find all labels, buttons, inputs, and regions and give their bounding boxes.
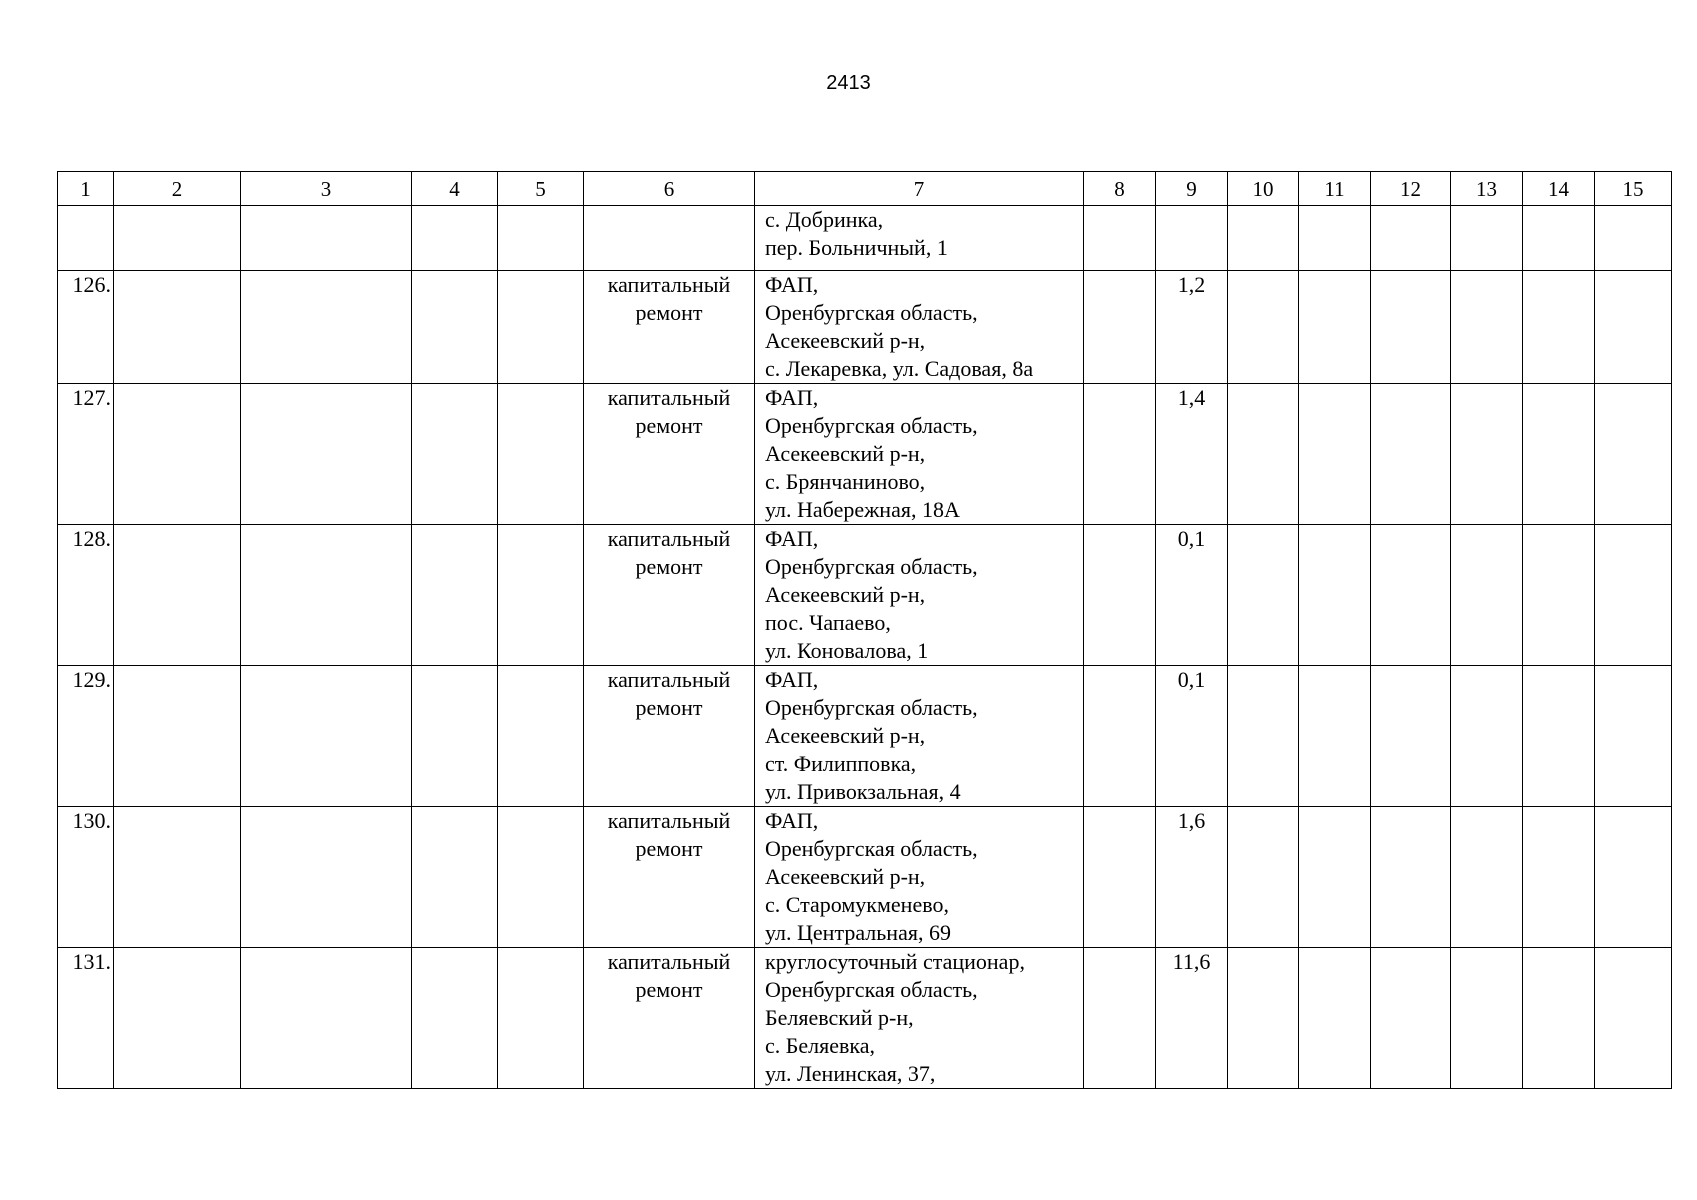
- empty-cell: [1299, 948, 1371, 1089]
- table-row: [58, 525, 1672, 666]
- empty-cell: [1371, 525, 1451, 666]
- empty-cell: [1523, 807, 1595, 948]
- column-header: 13: [1451, 172, 1523, 206]
- empty-cell: [498, 525, 584, 666]
- empty-cell: [1523, 271, 1595, 384]
- empty-cell: [1371, 206, 1451, 271]
- empty-cell: [1523, 666, 1595, 807]
- empty-cell: [114, 206, 241, 271]
- value-cell: 1,4: [1156, 384, 1228, 525]
- data-table: [57, 171, 1672, 1089]
- empty-cell: [1595, 948, 1672, 1089]
- column-header: 9: [1156, 172, 1228, 206]
- object-address-cell: круглосуточный стационар, Оренбургская область, Беляевский р-н, с. Беляевка, ул. Ленинская, 37,: [755, 948, 1084, 1089]
- row-number-cell: 130.: [58, 807, 114, 948]
- empty-cell: [114, 525, 241, 666]
- column-header: 1: [58, 172, 114, 206]
- page-number: 2413: [826, 72, 871, 94]
- work-type-cell: капитальный ремонт: [584, 807, 755, 948]
- empty-cell: [1371, 807, 1451, 948]
- work-type-cell: капитальный ремонт: [584, 525, 755, 666]
- header-row: [58, 172, 1672, 206]
- empty-cell: [114, 666, 241, 807]
- row-number-cell: 128.: [58, 525, 114, 666]
- column-header: 14: [1523, 172, 1595, 206]
- empty-cell: [1371, 384, 1451, 525]
- column-header: 12: [1371, 172, 1451, 206]
- empty-cell: [241, 948, 412, 1089]
- empty-cell: [1299, 271, 1371, 384]
- empty-cell: [1084, 525, 1156, 666]
- empty-cell: [412, 384, 498, 525]
- empty-cell: [1299, 206, 1371, 271]
- row-number-cell: 127.: [58, 384, 114, 525]
- empty-cell: [1523, 384, 1595, 525]
- table-row: [58, 666, 1672, 807]
- table-body: [58, 172, 1672, 1089]
- empty-cell: [1228, 807, 1299, 948]
- empty-cell: [1451, 206, 1523, 271]
- empty-cell: [412, 807, 498, 948]
- empty-cell: [1451, 948, 1523, 1089]
- column-header: 2: [114, 172, 241, 206]
- work-type-cell: капитальный ремонт: [584, 948, 755, 1089]
- object-address-cell: ФАП, Оренбургская область, Асекеевский р-н, ст. Филипповка, ул. Привокзальная, 4: [755, 666, 1084, 807]
- work-type-cell: капитальный ремонт: [584, 666, 755, 807]
- empty-cell: [1371, 271, 1451, 384]
- empty-cell: [241, 666, 412, 807]
- empty-cell: [1299, 807, 1371, 948]
- column-header: 11: [1299, 172, 1371, 206]
- row-number-cell: 126.: [58, 271, 114, 384]
- table-row: [58, 206, 1672, 271]
- empty-cell: [1228, 384, 1299, 525]
- empty-cell: [1228, 666, 1299, 807]
- empty-cell: [241, 525, 412, 666]
- column-header: 15: [1595, 172, 1672, 206]
- value-cell: 11,6: [1156, 948, 1228, 1089]
- empty-cell: [498, 206, 584, 271]
- row-number-cell: 131.: [58, 948, 114, 1089]
- table-row: [58, 948, 1672, 1089]
- empty-cell: [1451, 384, 1523, 525]
- table-row: [58, 271, 1672, 384]
- empty-cell: [1228, 206, 1299, 271]
- empty-cell: [1523, 525, 1595, 666]
- empty-cell: [412, 271, 498, 384]
- work-type-cell: [584, 206, 755, 271]
- empty-cell: [498, 384, 584, 525]
- object-address-cell: ФАП, Оренбургская область, Асекеевский р-н, с. Старомукменево, ул. Центральная, 69: [755, 807, 1084, 948]
- column-header: 8: [1084, 172, 1156, 206]
- empty-cell: [1228, 948, 1299, 1089]
- empty-cell: [1299, 666, 1371, 807]
- column-header: 6: [584, 172, 755, 206]
- table-row: [58, 384, 1672, 525]
- empty-cell: [498, 666, 584, 807]
- value-cell: 1,2: [1156, 271, 1228, 384]
- column-header: 7: [755, 172, 1084, 206]
- empty-cell: [241, 206, 412, 271]
- empty-cell: [1084, 384, 1156, 525]
- empty-cell: [1595, 384, 1672, 525]
- empty-cell: [1523, 948, 1595, 1089]
- empty-cell: [1084, 807, 1156, 948]
- empty-cell: [1371, 666, 1451, 807]
- empty-cell: [241, 384, 412, 525]
- column-header: 3: [241, 172, 412, 206]
- empty-cell: [1228, 525, 1299, 666]
- empty-cell: [1451, 666, 1523, 807]
- empty-cell: [412, 666, 498, 807]
- empty-cell: [241, 807, 412, 948]
- empty-cell: [1228, 271, 1299, 384]
- empty-cell: [1451, 271, 1523, 384]
- empty-cell: [498, 271, 584, 384]
- empty-cell: [1595, 271, 1672, 384]
- object-address-cell: с. Добринка, пер. Больничный, 1: [755, 206, 1084, 271]
- empty-cell: [1451, 525, 1523, 666]
- empty-cell: [1451, 807, 1523, 948]
- empty-cell: [498, 948, 584, 1089]
- empty-cell: [1084, 666, 1156, 807]
- empty-cell: [114, 384, 241, 525]
- column-header: 10: [1228, 172, 1299, 206]
- empty-cell: [1595, 666, 1672, 807]
- empty-cell: [1371, 948, 1451, 1089]
- empty-cell: [412, 525, 498, 666]
- table-row: [58, 807, 1672, 948]
- column-header: 5: [498, 172, 584, 206]
- empty-cell: [114, 948, 241, 1089]
- value-cell: 0,1: [1156, 525, 1228, 666]
- column-header: 4: [412, 172, 498, 206]
- empty-cell: [412, 206, 498, 271]
- value-cell: 1,6: [1156, 807, 1228, 948]
- empty-cell: [1523, 206, 1595, 271]
- empty-cell: [498, 807, 584, 948]
- row-number-cell: 129.: [58, 666, 114, 807]
- row-number-cell: [58, 206, 114, 271]
- object-address-cell: ФАП, Оренбургская область, Асекеевский р-н, с. Лекаревка, ул. Садовая, 8а: [755, 271, 1084, 384]
- value-cell: [1156, 206, 1228, 271]
- empty-cell: [114, 807, 241, 948]
- empty-cell: [412, 948, 498, 1089]
- empty-cell: [1299, 384, 1371, 525]
- empty-cell: [1084, 271, 1156, 384]
- empty-cell: [1084, 948, 1156, 1089]
- empty-cell: [1084, 206, 1156, 271]
- empty-cell: [1595, 206, 1672, 271]
- empty-cell: [241, 271, 412, 384]
- empty-cell: [114, 271, 241, 384]
- empty-cell: [1595, 525, 1672, 666]
- work-type-cell: капитальный ремонт: [584, 271, 755, 384]
- empty-cell: [1595, 807, 1672, 948]
- object-address-cell: ФАП, Оренбургская область, Асекеевский р-н, пос. Чапаево, ул. Коновалова, 1: [755, 525, 1084, 666]
- work-type-cell: капитальный ремонт: [584, 384, 755, 525]
- value-cell: 0,1: [1156, 666, 1228, 807]
- object-address-cell: ФАП, Оренбургская область, Асекеевский р-н, с. Брянчаниново, ул. Набережная, 18А: [755, 384, 1084, 525]
- empty-cell: [1299, 525, 1371, 666]
